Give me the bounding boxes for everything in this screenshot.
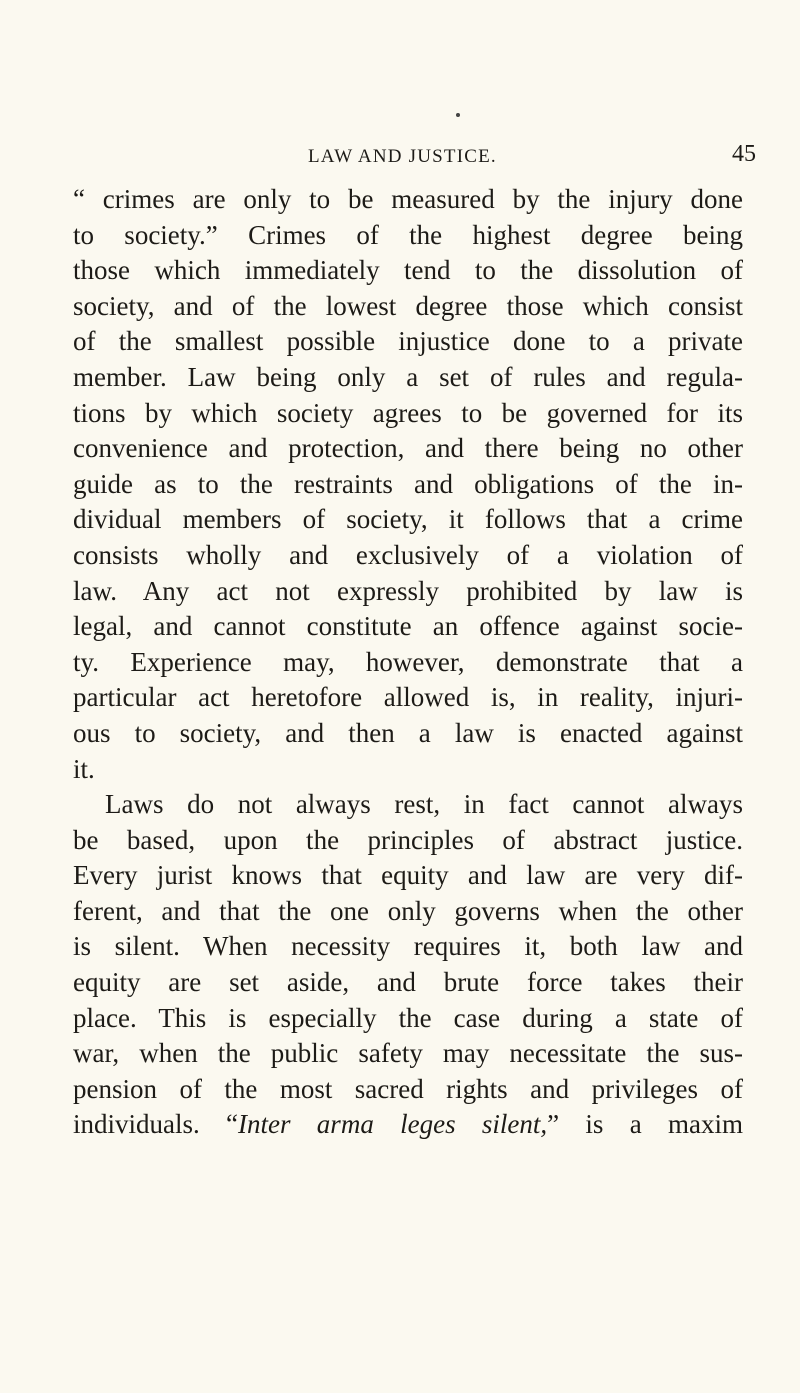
final-line-end: ” is a maxim	[547, 1109, 743, 1140]
text-line: those which immediately tend to the dissolution of	[73, 255, 743, 286]
text-line: to society.” Crimes of the highest degree being	[73, 219, 743, 250]
final-line-start: individuals. “	[73, 1109, 239, 1140]
paragraph-start-line: Laws do not always rest, in fact cannot always	[105, 789, 743, 820]
text-line: be based, upon the principles of abstract justice.	[73, 824, 743, 855]
text-line: pension of the most sacred rights and privileges of	[73, 1073, 743, 1104]
text-line: society, and of the lowest degree those which consist	[73, 290, 743, 321]
text-line: war, when the public safety may necessitate the sus-	[73, 1038, 743, 1069]
text-line: tions by which society agrees to be governed for its	[73, 397, 743, 428]
text-line: ferent, and that the one only governs when the other	[73, 895, 743, 926]
latin-maxim: Inter arma leges silent,	[238, 1109, 548, 1140]
text-line: equity are set aside, and brute force takes their	[73, 967, 743, 998]
printer-dot-mark	[456, 113, 460, 117]
page-number: 45	[732, 141, 756, 167]
final-line	[73, 1107, 743, 1143]
text-line: guide as to the restraints and obligations of the in-	[73, 468, 743, 499]
text-line: is silent. When necessity requires it, both law and	[73, 931, 743, 962]
text-line: dividual members of society, it follows that a crime	[73, 504, 743, 535]
text-line: legal, and cannot constitute an offence against socie-	[73, 611, 743, 642]
body-text	[73, 182, 743, 1143]
text-line: “ crimes are only to be measured by the injury done	[73, 184, 743, 214]
text-line: convenience and protection, and there being no other	[73, 433, 743, 464]
text-line: place. This is especially the case during a state of	[73, 1002, 743, 1033]
text-line: Every jurist knows that equity and law are very dif-	[73, 860, 743, 891]
text-line: law. Any act not expressly prohibited by law is	[73, 575, 743, 606]
text-line: member. Law being only a set of rules and regula-	[73, 361, 743, 392]
paragraph-end-line: it.	[73, 753, 95, 784]
text-line: ty. Experience may, however, demonstrate that a	[73, 646, 743, 677]
text-line: of the smallest possible injustice done to a private	[73, 326, 743, 357]
running-head: LAW AND JUSTICE.	[308, 146, 497, 167]
text-line: consists wholly and exclusively of a violation of	[73, 539, 743, 570]
text-line: ous to society, and then a law is enacted against	[73, 717, 743, 748]
text-line: particular act heretofore allowed is, in reality, injuri-	[73, 682, 743, 713]
